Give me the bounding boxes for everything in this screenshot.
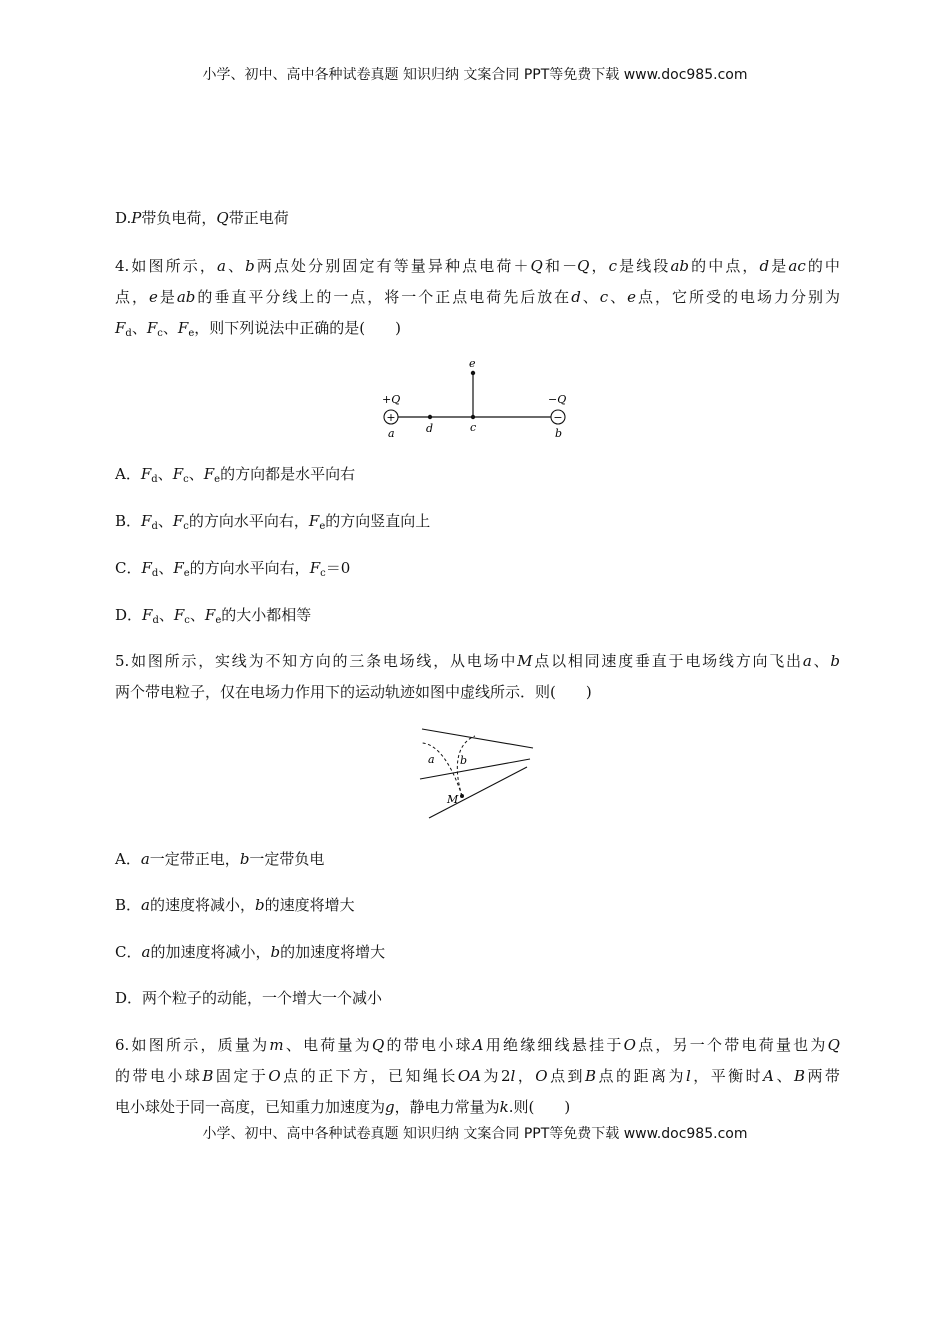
q6-stem-line-3: 电小球处于同一高度，已知重力加速度为g，静电力常量为k.则( )	[115, 1098, 571, 1116]
label-a: a	[388, 427, 395, 440]
q4-option-a: A．$F_d$、$F_c$、$F_e$的方向都是水平向右	[115, 465, 356, 485]
point-m	[460, 794, 464, 798]
q5-option-a: A．a一定带正电，b一定带负电	[115, 850, 325, 868]
label-minus-q: −Q	[548, 393, 567, 406]
label-e: e	[469, 357, 476, 370]
q6-stem-line-1: 6.如图所示，质量为m、电荷量为Q的带电小球A用绝缘细线悬挂于O点，另一个带电荷量也为Q	[115, 1036, 840, 1054]
q4-option-d: D．$F_d$、$F_c$、$F_e$的大小都相等	[115, 606, 312, 626]
field-line-top	[422, 729, 533, 748]
label-plus-q: +Q	[382, 393, 401, 406]
q5-stem-line-1: 5.如图所示，实线为不知方向的三条电场线，从电场中M点以相同速度垂直于电场线方向飞出a、b	[115, 652, 840, 670]
q5-option-b: B．a的速度将减小，b的速度将增大	[115, 896, 355, 914]
page-header: 小学、初中、高中各种试卷真题 知识归纳 文案合同 PPT等免费下载 www.doc985.com	[202, 67, 748, 83]
label-a: a	[428, 753, 435, 766]
q5-option-c: C．a的加速度将减小，b的加速度将增大	[115, 943, 386, 961]
q4-stem-line-3: $F_d$、$F_c$、$F_e$，则下列说法中正确的是( )	[115, 319, 401, 339]
label-b: b	[460, 754, 468, 767]
minus-sign: −	[553, 411, 563, 424]
q5-stem-line-2: 两个带电粒子，仅在电场力作用下的运动轨迹如图中虚线所示．则( )	[115, 683, 592, 701]
q5-field-lines-figure	[415, 722, 540, 822]
field-line-middle	[420, 759, 530, 779]
trajectory-a	[422, 743, 462, 796]
q3-option-d: D.P带负电荷，Q带正电荷	[115, 209, 289, 227]
label-m: M	[447, 793, 459, 806]
q6-stem-line-2: 的带电小球B固定于O点的正下方，已知绳长OA为2l，O点到B点的距离为l，平衡时A、B两带	[115, 1067, 840, 1085]
q4-stem-line-1: 4.如图所示，a、b两点处分别固定有等量异种点电荷＋Q和－Q，c是线段ab的中点，d是ac的中	[115, 257, 840, 275]
label-b: b	[555, 427, 563, 440]
point-c	[471, 415, 475, 419]
q4-option-b: B．$F_d$、$F_c$的方向水平向右，$F_e$的方向竖直向上	[115, 512, 431, 532]
label-d: d	[426, 422, 434, 435]
point-d	[428, 415, 432, 419]
page-footer: 小学、初中、高中各种试卷真题 知识归纳 文案合同 PPT等免费下载 www.doc985.com	[202, 1126, 748, 1142]
point-e	[471, 371, 475, 375]
q5-option-d: D．两个粒子的动能，一个增大一个减小	[115, 989, 383, 1007]
plus-sign: +	[386, 411, 396, 424]
q4-option-c: C．$F_d$、$F_e$的方向水平向右，$F_c=0$	[115, 559, 351, 579]
label-c: c	[470, 421, 477, 434]
q4-charge-figure	[375, 355, 580, 440]
q4-stem-line-2: 点，e是ab的垂直平分线上的一点，将一个正点电荷先后放在d、c、e点，它所受的电场力分别为	[115, 288, 840, 306]
